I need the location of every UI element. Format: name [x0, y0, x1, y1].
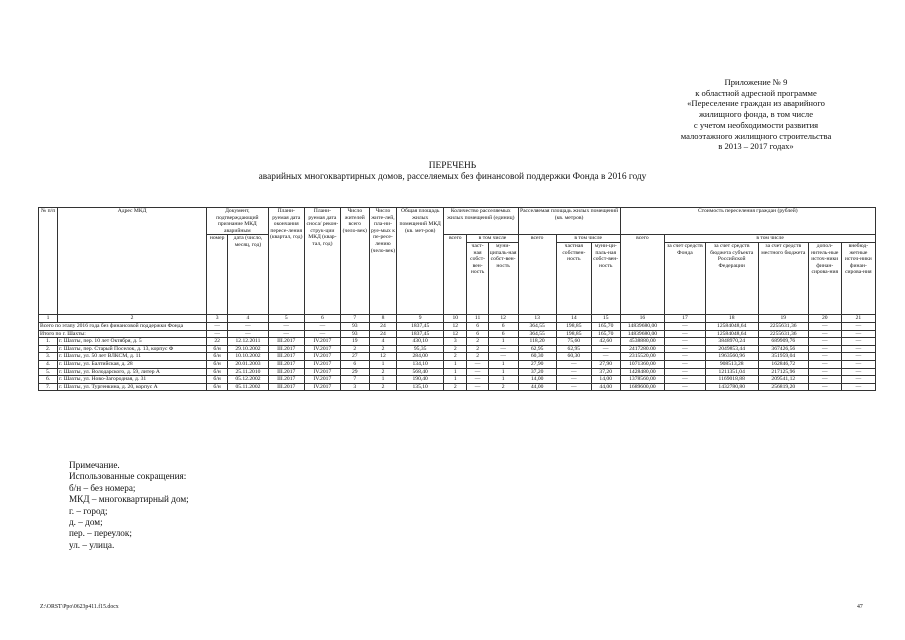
cell: 12.12.2011 — [228, 338, 268, 346]
cell: — — [841, 383, 875, 391]
header-doc-number: номер — [206, 235, 227, 315]
cell: — — [591, 353, 620, 361]
cell: 568,40 — [397, 368, 444, 376]
cell: 2255631,36 — [758, 330, 808, 338]
cell: — — [467, 360, 488, 368]
cell: 190,40 — [397, 376, 444, 384]
cell: 12 — [369, 353, 397, 361]
col-num: 18 — [705, 314, 758, 322]
cell: 2 — [467, 353, 488, 361]
cell: 60,30 — [518, 353, 556, 361]
cell: 05.11.2002 — [228, 383, 268, 391]
note-line: Использованные сокращения: — [69, 471, 187, 482]
cell: — — [556, 376, 591, 384]
cell: 1837,45 — [397, 322, 444, 330]
col-num: 3 — [206, 314, 227, 322]
cell: 2 — [444, 353, 467, 361]
note-line: ул. – улица. — [69, 539, 115, 550]
appendix-line: малоэтажного жилищного строительства — [680, 130, 832, 141]
cell: 1 — [369, 376, 397, 384]
cell: III.2017 — [268, 368, 304, 376]
cell: 2 — [444, 383, 467, 391]
cell: 2315520,00 — [620, 353, 665, 361]
cell: — — [556, 383, 591, 391]
cell: III.2017 — [268, 353, 304, 361]
cell: 4538880,00 — [620, 338, 665, 346]
col-num: 19 — [758, 314, 808, 322]
row-address: г. Шахты, пер. Старый Поселок, д. 13, корпус Ф — [58, 345, 207, 353]
city-total-row — [39, 330, 876, 338]
cell: 1071360,00 — [620, 360, 665, 368]
cell: 2 — [369, 345, 397, 353]
cell: 3 — [340, 383, 369, 391]
col-num: 20 — [808, 314, 841, 322]
cell: — — [665, 345, 705, 353]
header-planned-end: Плани-руемая дата окончания пересе-ления (квартал, год) — [268, 208, 304, 315]
cell: 1 — [488, 376, 518, 384]
header-cost-total: всего — [620, 235, 665, 315]
cell: 217125,96 — [758, 368, 808, 376]
cell: — — [665, 338, 705, 346]
cell: — — [808, 383, 841, 391]
cell: — — [467, 383, 488, 391]
header-extrabudget: внебюд-жетные источ-ники финан-сирова-ния — [841, 242, 875, 314]
header-subject-budget: за счет средств бюджета субъекта Российской Федерации — [705, 242, 758, 314]
note-line: пер. – переулок; — [69, 528, 132, 539]
cell: 367426,56 — [758, 345, 808, 353]
cell: 12584048,64 — [705, 322, 758, 330]
document-title — [0, 161, 905, 183]
cell: — — [268, 322, 304, 330]
note-line: б/н – без номера; — [69, 482, 136, 493]
cell: 364,55 — [518, 322, 556, 330]
cell: 25.11.2010 — [228, 368, 268, 376]
cell: б/н — [206, 368, 227, 376]
cell: 05.12.2002 — [228, 376, 268, 384]
cell: 6 — [467, 330, 488, 338]
cell: — — [841, 360, 875, 368]
col-num: 7 — [340, 314, 369, 322]
cell: 1 — [444, 368, 467, 376]
cell: 1 — [488, 368, 518, 376]
cell: — — [808, 322, 841, 330]
cell: 75,60 — [556, 338, 591, 346]
cell: — — [808, 338, 841, 346]
cell: 1432780,80 — [705, 383, 758, 391]
cell: — — [206, 330, 227, 338]
cell: IV.2017 — [304, 383, 340, 391]
col-num: 16 — [620, 314, 665, 322]
cell: 1 — [369, 360, 397, 368]
col-num: 11 — [467, 314, 488, 322]
note-line: Примечание. — [69, 460, 120, 470]
appendix-line: в 2013 – 2017 годах» — [718, 141, 794, 152]
cell: — — [841, 345, 875, 353]
cell: 22 — [206, 338, 227, 346]
table-row — [39, 368, 876, 376]
cell: 4 — [369, 338, 397, 346]
cell: — — [665, 330, 705, 338]
cell: III.2017 — [268, 338, 304, 346]
cell: — — [665, 360, 705, 368]
cell: 62,95 — [556, 345, 591, 353]
cell: 27,90 — [518, 360, 556, 368]
cell: 2 — [488, 383, 518, 391]
header-doc-date: дата (число, месяц, год) — [228, 235, 268, 315]
cell: — — [841, 330, 875, 338]
header-fund: за счет средств Фонда — [665, 242, 705, 314]
cell: 1211351,04 — [705, 368, 758, 376]
cell: IV.2017 — [304, 360, 340, 368]
cell: 6 — [467, 322, 488, 330]
cell: IV.2017 — [304, 345, 340, 353]
cell: — — [841, 322, 875, 330]
cell: б/н — [206, 383, 227, 391]
cell: 62,95 — [518, 345, 556, 353]
cell: 29.10.2002 — [228, 345, 268, 353]
col-num: 9 — [397, 314, 444, 322]
cell: 1963560,96 — [705, 353, 758, 361]
total-row-label: Всего по этапу 2016 года без финансовой поддержки Фонда — [39, 322, 207, 330]
row-number: 2. — [39, 345, 58, 353]
col-num: 8 — [369, 314, 397, 322]
cell: — — [665, 383, 705, 391]
row-address: г. Шахты, ул. Балтийская, д. 28 — [58, 360, 207, 368]
table-row — [39, 338, 876, 346]
row-number: 5. — [39, 368, 58, 376]
header-document: Документ, подтверждающий признание МКД аварийным — [206, 208, 268, 235]
header-area-resettled: Расселяемая площадь жилых помещений (кв. метров) — [518, 208, 620, 235]
cell: 12 — [444, 322, 467, 330]
cell: 14,00 — [591, 376, 620, 384]
row-address: г. Шахты, ул. Ново-Загородная, д. 31 — [58, 376, 207, 384]
col-num: 1 — [39, 314, 58, 322]
row-address: г. Шахты, ул. 50 лет ВЛКСМ, д. 11 — [58, 353, 207, 361]
header-rooms-total: всего — [444, 235, 467, 315]
col-num: 6 — [304, 314, 340, 322]
title-line-2: аварийных многоквартирных домов, расселяемых без финансовой поддержки Фонда в 2016 году — [258, 172, 647, 182]
cell: 24 — [369, 322, 397, 330]
cell: — — [808, 345, 841, 353]
cell: 27,90 — [591, 360, 620, 368]
cell: 1 — [488, 338, 518, 346]
cell: — — [228, 322, 268, 330]
header-rooms-including: в том числе — [467, 235, 518, 243]
cell: — — [665, 353, 705, 361]
note-line: МКД – многоквартирный дом; — [69, 494, 189, 505]
cell: — — [304, 330, 340, 338]
footer-file-path: Z:\ORST\Ppo\0623p411.f15.docx — [40, 604, 119, 610]
cell: б/н — [206, 353, 227, 361]
header-address: Адрес МКД — [58, 208, 207, 315]
cell: 1 — [444, 376, 467, 384]
row-address: г. Шахты, ул. Тургенкина, д. 20, корпус А — [58, 383, 207, 391]
cell: б/н — [206, 345, 227, 353]
cell: 29 — [340, 368, 369, 376]
cell: — — [808, 360, 841, 368]
header-local-budget: за счет средств местного бюджета — [758, 242, 808, 314]
col-num: 2 — [58, 314, 207, 322]
cell: 7 — [340, 376, 369, 384]
appendix-line: Приложение № 9 — [724, 77, 788, 87]
column-number-row — [39, 314, 876, 322]
cell: 42,60 — [591, 338, 620, 346]
header-rooms-private: част-ная собст-вен-ность — [467, 242, 488, 314]
row-number: 4. — [39, 360, 58, 368]
header-additional: допол-нитель-ные источ-ники финан-сирова-ния — [808, 242, 841, 314]
col-num: 12 — [488, 314, 518, 322]
header-residents: Число жителей всего (чело-век) — [340, 208, 369, 315]
header-total-area: Общая площадь жилых помещений МКД (кв. мет-ров) — [397, 208, 444, 315]
cell: IV.2017 — [304, 368, 340, 376]
cell: — — [665, 322, 705, 330]
cell: 2 — [340, 345, 369, 353]
col-num: 4 — [228, 314, 268, 322]
cell: 24 — [369, 330, 397, 338]
cell: 44,00 — [591, 383, 620, 391]
row-number: 3. — [39, 353, 58, 361]
col-num: 10 — [444, 314, 467, 322]
col-num: 13 — [518, 314, 556, 322]
header-row-1 — [39, 208, 876, 235]
cell: 2 — [369, 383, 397, 391]
cell: III.2017 — [268, 376, 304, 384]
header-cost-including: в том числе — [665, 235, 876, 243]
cell: 10.10.2002 — [228, 353, 268, 361]
cell: — — [304, 322, 340, 330]
header-residents-moving: Число жите-лей, пла-ни-руе-мых к пе-ресе-лению (чело-век) — [369, 208, 397, 315]
cell: 6 — [488, 322, 518, 330]
cell: 14839680,00 — [620, 322, 665, 330]
row-number: 1. — [39, 338, 58, 346]
cell: 1 — [488, 360, 518, 368]
cell: — — [841, 353, 875, 361]
col-num: 21 — [841, 314, 875, 322]
cell: — — [268, 330, 304, 338]
cell: — — [841, 338, 875, 346]
cell: 60,30 — [556, 353, 591, 361]
cell: 2 — [444, 345, 467, 353]
cell: 2417280.00 — [620, 345, 665, 353]
cell: 364,55 — [518, 330, 556, 338]
cell: 93 — [340, 330, 369, 338]
page-number: 47 — [857, 604, 863, 610]
cell: 12584048,64 — [705, 330, 758, 338]
cell: III.2017 — [268, 383, 304, 391]
notes-block — [69, 460, 189, 551]
table-row — [39, 345, 876, 353]
row-number: 6. — [39, 376, 58, 384]
col-num: 14 — [556, 314, 591, 322]
header-area-municipal: муни-ци-паль-ная собст-вен-ность — [591, 242, 620, 314]
cell: — — [841, 376, 875, 384]
cell: 14,00 — [518, 376, 556, 384]
table-row — [39, 383, 876, 391]
table-row — [39, 360, 876, 368]
cell: 284,00 — [397, 353, 444, 361]
housing-table — [38, 207, 876, 391]
table-row — [39, 353, 876, 361]
total-row — [39, 322, 876, 330]
header-area-total: всего — [518, 235, 556, 315]
row-address: г. Шахты, ул. Володарского, д. 59, литер А — [58, 368, 207, 376]
cell: IV.2017 — [304, 338, 340, 346]
header-rooms-municipal: муни-ципаль-ная собст-вен-ность — [488, 242, 518, 314]
cell: 2 — [369, 368, 397, 376]
cell: — — [556, 368, 591, 376]
header-area-including: в том числе — [556, 235, 620, 243]
cell: 3848970,24 — [705, 338, 758, 346]
header-rooms-count: Количество расселяемых жилых помещений (единиц) — [444, 208, 518, 235]
cell: 351959,04 — [758, 353, 808, 361]
cell: б/н — [206, 360, 227, 368]
cell: 1689600,00 — [620, 383, 665, 391]
cell: — — [488, 353, 518, 361]
note-line: г. – город; — [69, 505, 108, 516]
cell: — — [808, 330, 841, 338]
row-address: г. Шахты, пер. 10 лет Октября, д. 5 — [58, 338, 207, 346]
cell: 198,85 — [556, 330, 591, 338]
cell: 6 — [340, 360, 369, 368]
cell: 908513,28 — [705, 360, 758, 368]
cell: 19 — [340, 338, 369, 346]
appendix-line: «Переселение граждан из аварийного — [687, 98, 825, 109]
cell: 12 — [444, 330, 467, 338]
cell: 2049853,44 — [705, 345, 758, 353]
cell: 37,20 — [591, 368, 620, 376]
cell: 1837,45 — [397, 330, 444, 338]
title-line-1: ПЕРЕЧЕНЬ — [428, 161, 477, 171]
cell: 256819,20 — [758, 383, 808, 391]
cell: 165,70 — [591, 330, 620, 338]
cell: III.2017 — [268, 345, 304, 353]
cell: 95,35 — [397, 345, 444, 353]
cell: — — [665, 376, 705, 384]
cell: — — [206, 322, 227, 330]
cell: 430,10 — [397, 338, 444, 346]
appendix-line: к областной адресной программе — [695, 87, 817, 98]
cell: IV.2017 — [304, 376, 340, 384]
col-num: 15 — [591, 314, 620, 322]
cell: 209541,12 — [758, 376, 808, 384]
header-planned-demolish: Плани-руемая дата сноса/ рекон-струк-ции МКД (квар-тал, год) — [304, 208, 340, 315]
cell: — — [467, 376, 488, 384]
col-num: 17 — [665, 314, 705, 322]
cell: 6 — [488, 330, 518, 338]
cell: 2 — [467, 345, 488, 353]
cell: 118,20 — [518, 338, 556, 346]
cell: 162846,72 — [758, 360, 808, 368]
cell: III.2017 — [268, 360, 304, 368]
cell: 134,10 — [397, 360, 444, 368]
cell: — — [808, 376, 841, 384]
cell: 14839680,00 — [620, 330, 665, 338]
cell: 93 — [340, 322, 369, 330]
cell: 44,00 — [518, 383, 556, 391]
appendix-block — [640, 77, 872, 152]
table-row — [39, 376, 876, 384]
cell: 37,20 — [518, 368, 556, 376]
cell: 27 — [340, 353, 369, 361]
appendix-line: жилищного фонда, в том числе — [698, 109, 814, 120]
cell: 2 — [467, 338, 488, 346]
cell: 165,70 — [591, 322, 620, 330]
cell: 198,85 — [556, 322, 591, 330]
header-area-private: частная собствен-ность — [556, 242, 591, 314]
header-cost: Стоимость переселения граждан (рублей) — [620, 208, 875, 235]
cell: 3 — [444, 338, 467, 346]
cell: 20.01.2003 — [228, 360, 268, 368]
cell: — — [228, 330, 268, 338]
cell: б/н — [206, 376, 227, 384]
cell: — — [808, 353, 841, 361]
cell: 1169018,88 — [705, 376, 758, 384]
row-number: 7. — [39, 383, 58, 391]
cell: 689909,76 — [758, 338, 808, 346]
appendix-line: с учетом необходимости развития — [693, 119, 819, 130]
cell: — — [488, 345, 518, 353]
col-num: 5 — [268, 314, 304, 322]
cell: — — [665, 368, 705, 376]
cell: — — [808, 368, 841, 376]
cell: — — [841, 368, 875, 376]
cell: — — [591, 345, 620, 353]
cell: 135,10 — [397, 383, 444, 391]
city-total-label: Итого по г. Шахты: — [39, 330, 207, 338]
cell: — — [556, 360, 591, 368]
cell: 2255631,36 — [758, 322, 808, 330]
note-line: д. – дом; — [69, 517, 103, 528]
cell: 1428480,00 — [620, 368, 665, 376]
header-no: № п/п — [39, 208, 58, 315]
cell: — — [467, 368, 488, 376]
cell: 1 — [444, 360, 467, 368]
cell: IV.2017 — [304, 353, 340, 361]
cell: 1378560,00 — [620, 376, 665, 384]
